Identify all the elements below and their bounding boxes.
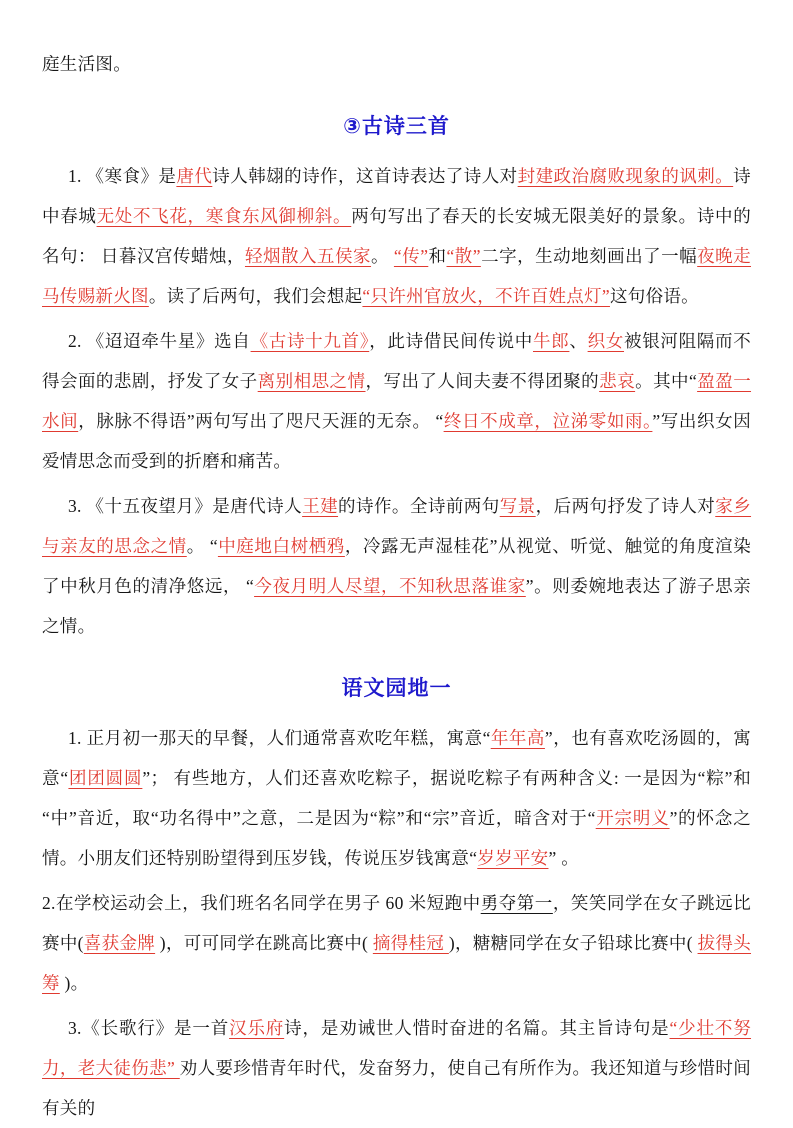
text-run: ” 。 xyxy=(548,848,580,868)
text-run: ”写出织女因爱情思念而受到的折磨和痛苦。 xyxy=(42,411,751,471)
text-run: 。读了后两句，我们会想起 xyxy=(148,286,363,306)
text-run: 这句俗语。 xyxy=(609,286,699,306)
text-run: 3. 《十五夜望月》是唐代诗人 xyxy=(68,496,303,516)
text-run: 3.《长歌行》是一首 xyxy=(68,1018,230,1038)
highlighted-answer-run: 开宗明义 xyxy=(595,808,670,828)
highlighted-answer-run: 离别相思之情 xyxy=(257,371,366,391)
paragraph-continuation xyxy=(42,44,751,84)
highlighted-answer-run: 喜获金牌 xyxy=(83,933,156,953)
text-run: ”的怀念之情。小朋友们还特别盼望得到压岁钱，传说压岁钱寓意“ xyxy=(42,808,751,868)
paragraph-tiaotiao-qianniuxing xyxy=(42,321,751,481)
underlined-run: 勇夺第一 xyxy=(480,893,553,913)
highlighted-answer-run: 汉乐府 xyxy=(229,1018,285,1038)
highlighted-answer-run: “只许州官放火，不许百姓点灯” xyxy=(362,286,610,306)
text-run: 被银河阻隔而不得会面的悲剧，抒发了女子 xyxy=(42,331,751,391)
text-run: ”，也有喜欢吃汤圆的，寓意“ xyxy=(42,728,752,788)
text-run: ，后两句抒发了诗人对 xyxy=(535,496,716,516)
section-heading-gushi-sanshou: ③古诗三首 xyxy=(343,115,450,138)
highlighted-answer-run: 王建 xyxy=(302,496,339,516)
highlighted-answer-run: “散” xyxy=(446,246,481,266)
text-run: 庭生活图。 xyxy=(42,54,131,74)
text-run: 和 xyxy=(428,246,447,266)
highlighted-answer-run: 岁岁平安 xyxy=(477,848,549,868)
highlighted-answer-run: 拔得头筹 xyxy=(42,933,752,993)
highlighted-answer-run: 悲哀 xyxy=(599,371,636,391)
text-run: 、 xyxy=(569,331,588,351)
text-run: 诗中春城 xyxy=(42,166,751,226)
text-run: 二字，生动地刻画出了一幅 xyxy=(480,246,698,266)
highlighted-answer-run: 终日不成章，泣涕零如雨。 xyxy=(443,411,653,431)
text-run: 劝人要珍惜青年时代，发奋努力，使自己有所作为。我还知道与珍惜时间有关的 xyxy=(42,1058,751,1118)
text-run: 的诗作。全诗前两句 xyxy=(338,496,500,516)
text-run: ，冷露无声湿桂花”从视觉、听觉、触觉的角度渲染了中秋月色的清净悠远， “ xyxy=(42,536,751,596)
text-run: ，脉脉不得语”两句写出了咫尺天涯的无奈。 “ xyxy=(78,411,444,431)
text-run: 2.在学校运动会上，我们班名名同学在男子 60 米短跑中 xyxy=(42,893,481,913)
text-run: 。 “ xyxy=(186,536,218,556)
highlighted-answer-run: 封建政治腐败现象的讽刺。 xyxy=(517,166,734,186)
highlighted-answer-run: 今夜月明人尽望，不知秋思落谁家 xyxy=(254,576,526,596)
text-run: ”。则委婉地表达了游子思亲之情。 xyxy=(42,576,751,636)
text-run: 两句写出了春天的长安城无限美好的景象。诗中的名句： 日暮汉宫传蜡烛， xyxy=(42,206,752,266)
text-run: 。 xyxy=(371,246,394,266)
highlighted-answer-run: 无处不飞花，寒食东风御柳斜。 xyxy=(96,206,352,226)
paragraph-shiwuye-wangyue xyxy=(42,486,751,646)
highlighted-answer-run: “少壮不努力，老大徒伤悲” xyxy=(42,1018,752,1078)
text-run: ，此诗借民间传说中 xyxy=(369,331,533,351)
text-run: ”； 有些地方，人们还喜欢吃粽子，据说吃粽子有两种含义: 一是因为“粽”和“中”音近，取“功名得中”之意，二是因为“粽”和“宗”音近，暗含对于“ xyxy=(42,768,751,828)
highlighted-answer-run: 盈盈一水间 xyxy=(42,371,752,431)
highlighted-answer-run: 中庭地白树栖鸦 xyxy=(217,536,345,556)
highlighted-answer-run: 《古诗十九首》 xyxy=(250,331,370,351)
highlighted-answer-run: 团团圆圆 xyxy=(68,768,143,788)
paragraph-chunjie-customs xyxy=(42,718,751,878)
section-heading-yuwen-yuandi-yi: 语文园地一 xyxy=(341,677,452,700)
text-run: ，写出了人间夫妻不得团聚的 xyxy=(365,371,600,391)
highlighted-answer-run: 写景 xyxy=(499,496,536,516)
highlighted-answer-run: “传” xyxy=(393,246,429,266)
text-run: 1. 《寒食》是 xyxy=(68,166,177,186)
highlighted-answer-run: 夜晚走马传赐新火图 xyxy=(42,246,751,306)
paragraph-yundonghui xyxy=(42,883,751,1003)
paragraph-hanshi xyxy=(42,156,751,316)
text-run: 诗人韩翃的诗作，这首诗表达了诗人对 xyxy=(212,166,518,186)
highlighted-answer-run: 唐代 xyxy=(176,166,213,186)
highlighted-answer-run: 轻烟散入五侯家 xyxy=(244,246,372,266)
highlighted-answer-run: 家乡与亲友的思念之情 xyxy=(42,496,752,556)
highlighted-answer-run: 牛郎 xyxy=(533,331,570,351)
paragraph-changgexing xyxy=(42,1008,751,1128)
text-run: )。 xyxy=(59,973,89,993)
text-run: )，糖糖同学在女子铅球比赛中( xyxy=(448,933,698,953)
highlighted-answer-run: 年年高 xyxy=(490,728,545,748)
highlighted-answer-run: 织女 xyxy=(587,331,625,351)
text-run: ，笑笑同学在女子跳远比赛中( xyxy=(42,893,752,953)
text-run: )，可可同学在跳高比赛中( xyxy=(155,933,373,953)
highlighted-answer-run: 摘得桂冠 xyxy=(372,933,449,953)
text-run: 。其中“ xyxy=(635,371,698,391)
text-run: 1. 正月初一那天的早餐，人们通常喜欢吃年糕，寓意“ xyxy=(68,728,491,748)
text-run: 2. 《迢迢牵牛星》选自 xyxy=(68,331,251,351)
text-run: 诗，是劝诫世人惜时奋进的名篇。其主旨诗句是 xyxy=(284,1018,670,1038)
